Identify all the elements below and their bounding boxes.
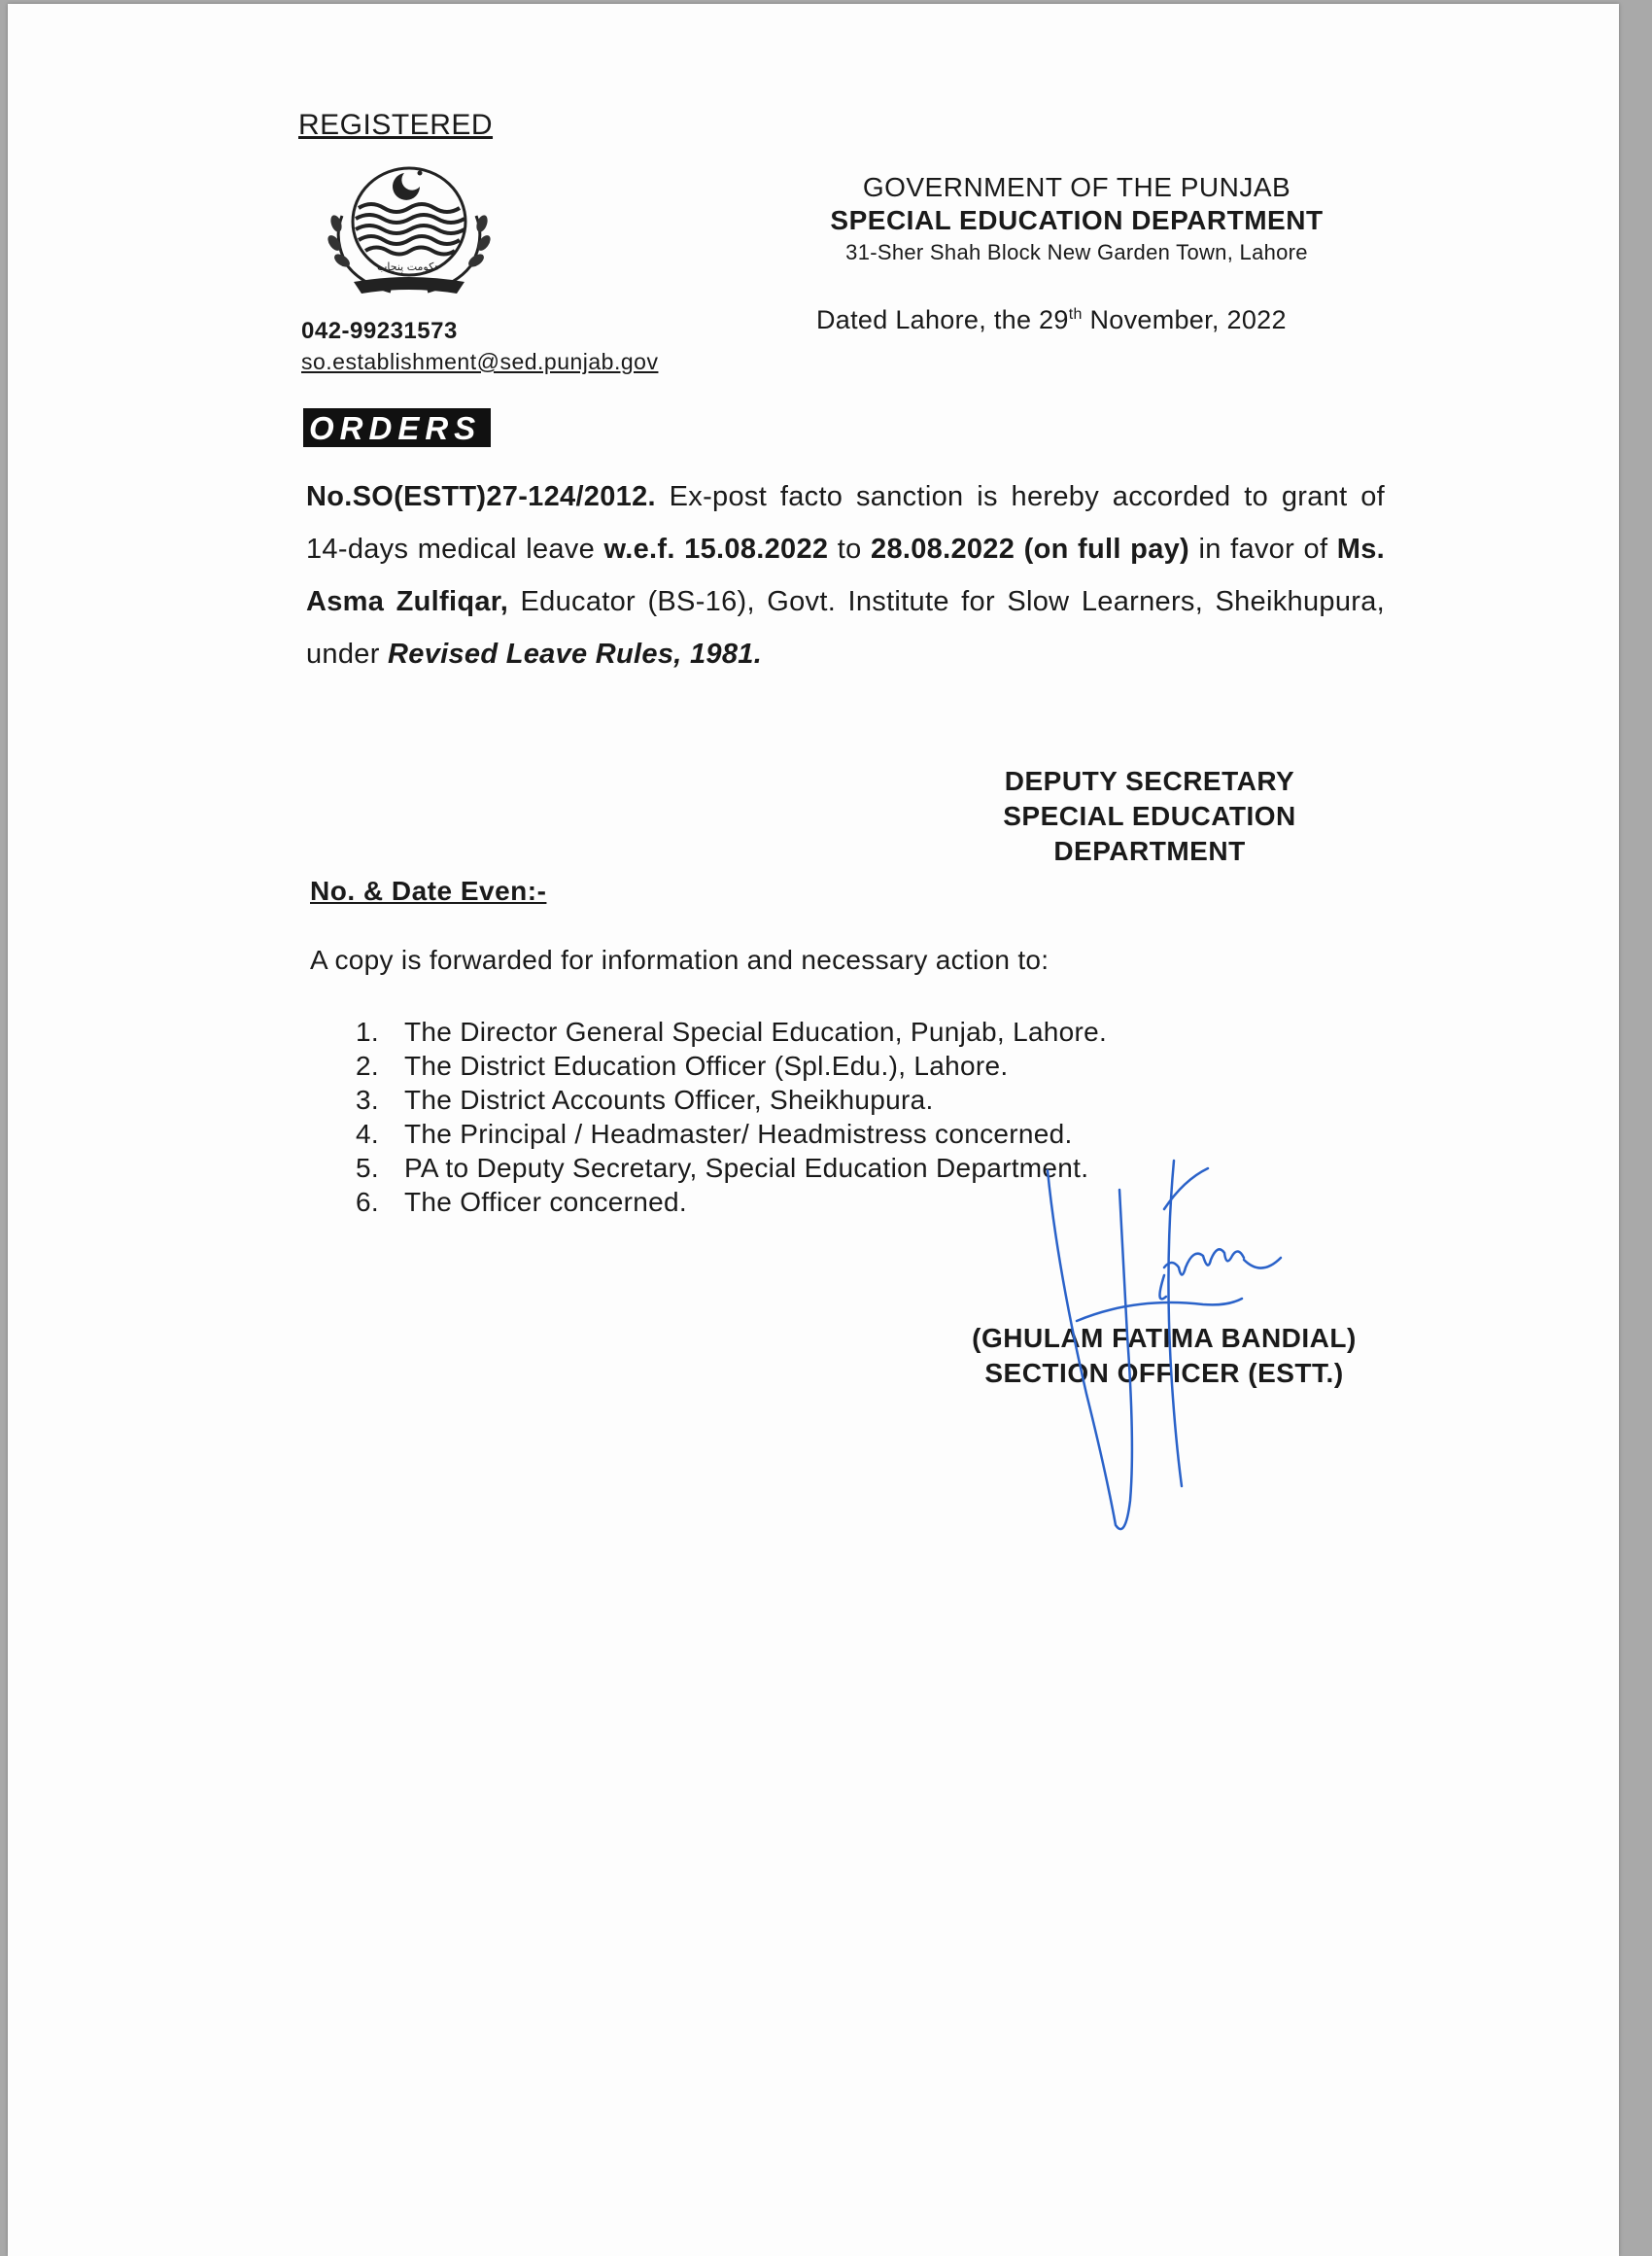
signer-name: (GHULAM FATIMA BANDIAL): [972, 1323, 1357, 1353]
letter-page: [8, 4, 1619, 2256]
department-title: SPECIAL EDUCATION DEPARTMENT: [830, 205, 1324, 235]
list-item: 2. The District Education Officer (Spl.Edu.), Lahore.: [356, 1051, 1009, 1081]
registered-label: REGISTERED: [298, 109, 494, 141]
list-item: 1. The Director General Special Education, Punjab, Lahore.: [356, 1017, 1108, 1047]
employee-name: Ms. Asma Zulfiqar,: [306, 534, 1385, 617]
list-item: 3. The District Accounts Officer, Sheikhupura.: [356, 1085, 934, 1115]
phone-number: 042-99231573: [301, 318, 458, 344]
signer-title: SECTION OFFICER (ESTT.): [984, 1358, 1344, 1388]
punjab-government-emblem-icon: [315, 157, 503, 303]
dated-line: Dated Lahore, the 29th November, 2022: [816, 305, 1287, 334]
list-item: 5. PA to Deputy Secretary, Special Education Department.: [356, 1153, 1089, 1183]
department-address: 31-Sher Shah Block New Garden Town, Lahore: [845, 240, 1308, 264]
deputy-secretary-block: DEPUTY SECRETARY SPECIAL EDUCATION DEPARTMENT: [1003, 766, 1296, 866]
order-paragraph: No.SO(ESTT)27-124/2012. Ex-post facto sanction is hereby accorded to grant of 14-days medical leave w.e.f. 15.08.2022 to 28.08.2022 (on full pay) in favor of Ms. Asma Zulfiqar, Educator (BS-16), Govt. Institute for Slow Learners, Sheikhupura, under Revised Leave Rules, 1981.: [306, 481, 1385, 670]
list-item: 6. The Officer concerned.: [356, 1187, 687, 1217]
orders-heading: ORDERS: [303, 408, 491, 447]
handwritten-signature: [1018, 1151, 1310, 1540]
email-address: so.establishment@sed.punjab.gov: [301, 349, 659, 374]
emblem-script: حکومت پنجاب: [377, 260, 441, 273]
leave-rules: Revised Leave Rules, 1981.: [388, 639, 763, 670]
list-item: 4. The Principal / Headmaster/ Headmistress concerned.: [356, 1119, 1073, 1149]
copy-recipients-list: [356, 1015, 1107, 1219]
no-date-even-heading: No. & Date Even:-: [310, 876, 547, 906]
government-title: GOVERNMENT OF THE PUNJAB: [862, 172, 1291, 202]
order-number: No.SO(ESTT)27-124/2012.: [306, 481, 656, 512]
copy-forward-intro: A copy is forwarded for information and necessary action to:: [310, 945, 1050, 975]
